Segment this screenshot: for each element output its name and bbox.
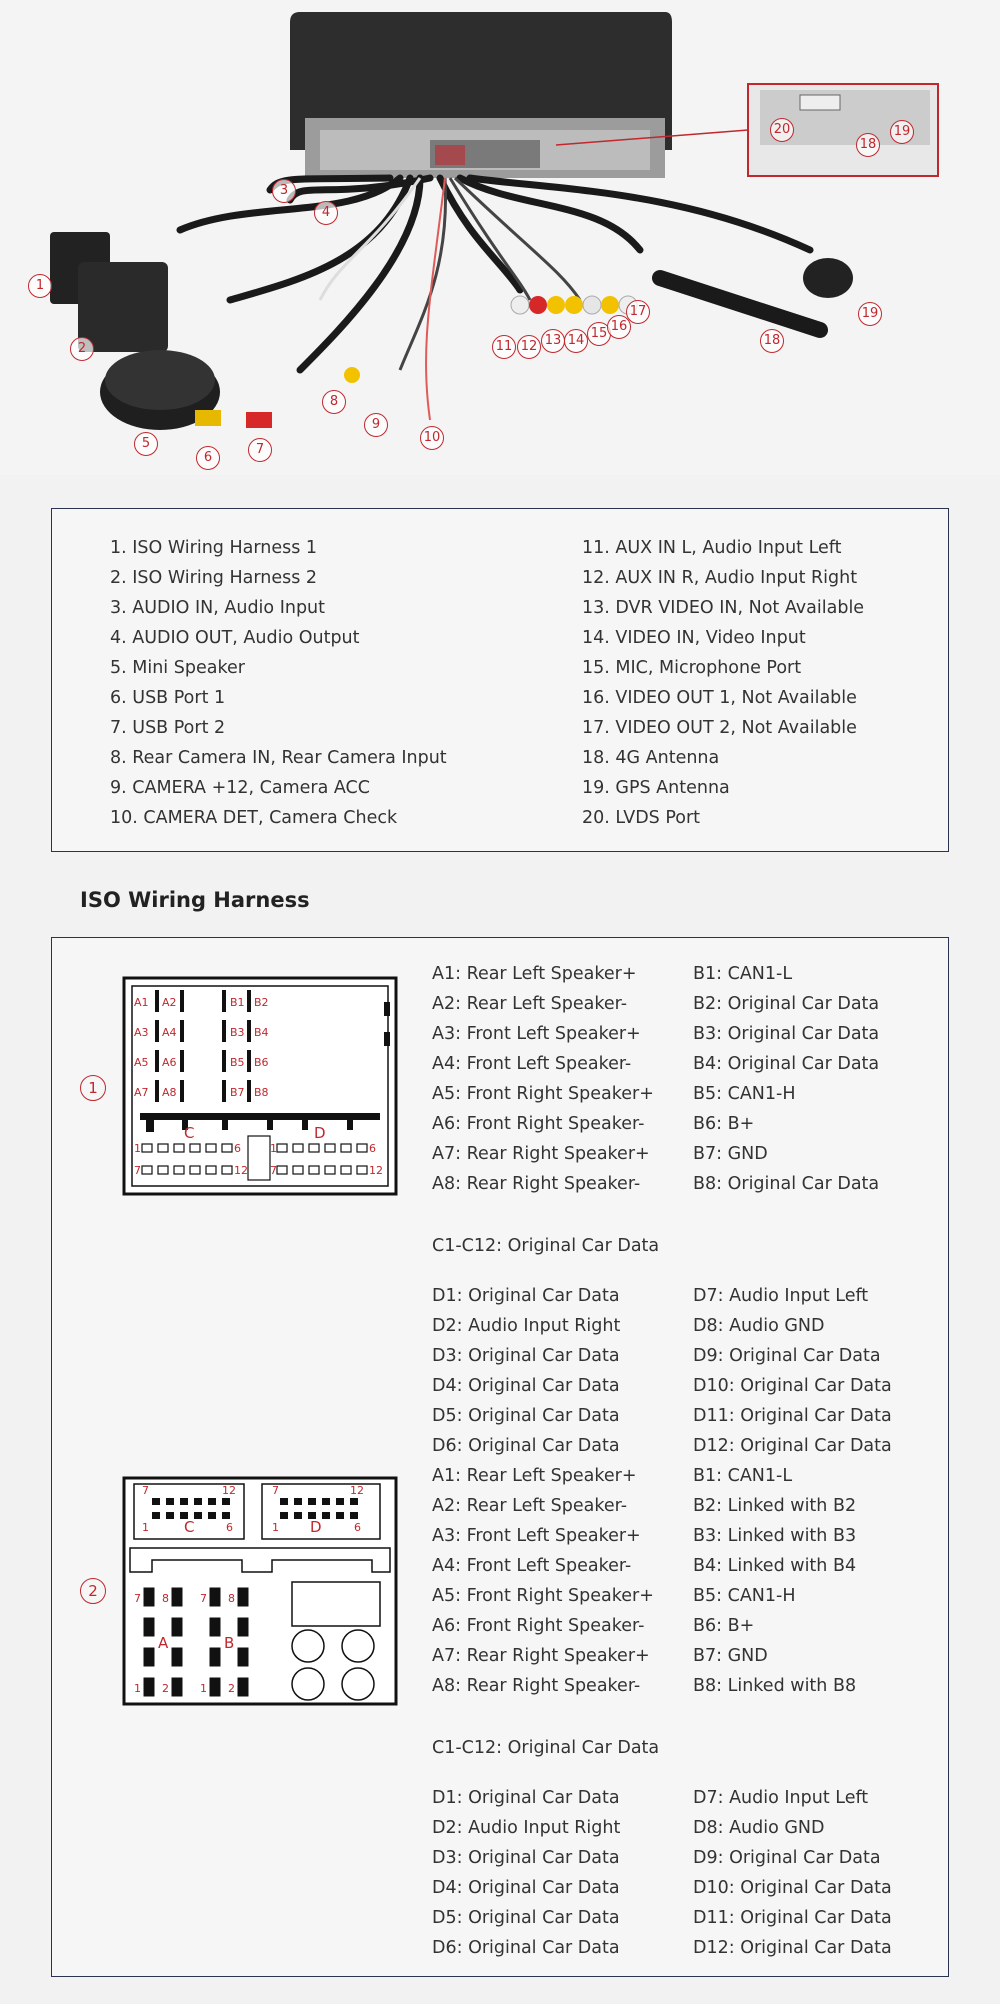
pin-row: D4: Original Car Data — [432, 1878, 620, 1898]
legend-item: 10. CAMERA DET, Camera Check — [110, 808, 398, 828]
svg-text:A6: A6 — [162, 1056, 177, 1069]
svg-text:6: 6 — [354, 1521, 361, 1534]
callout-10: 10 — [420, 426, 444, 450]
pin-row: A1: Rear Left Speaker+ — [432, 1466, 637, 1486]
pin-row: D5: Original Car Data — [432, 1908, 620, 1928]
harness-1-a-pins — [432, 959, 654, 1199]
svg-text:B2: B2 — [254, 996, 269, 1009]
legend-item: 7. USB Port 2 — [110, 718, 226, 738]
callout-20: 20 — [770, 118, 794, 142]
callout-19: 19 — [858, 302, 882, 326]
iso-harness-panel — [51, 937, 949, 1977]
svg-text:1: 1 — [142, 1521, 149, 1534]
pin-row: B1: CAN1-L — [693, 964, 793, 984]
callout-12: 12 — [517, 335, 541, 359]
pin-row: A4: Front Left Speaker- — [432, 1054, 632, 1074]
pin-row: B5: CAN1-H — [693, 1084, 796, 1104]
svg-text:1: 1 — [272, 1521, 279, 1534]
pin-row: A3: Front Left Speaker+ — [432, 1024, 641, 1044]
harness-1-diagram — [122, 976, 398, 1196]
svg-text:7: 7 — [270, 1164, 277, 1177]
pin-row: D12: Original Car Data — [693, 1938, 892, 1958]
callout-18-inset: 18 — [856, 133, 880, 157]
svg-text:B1: B1 — [230, 996, 245, 1009]
svg-text:A8: A8 — [162, 1086, 177, 1099]
svg-text:7: 7 — [134, 1164, 141, 1177]
harness-2-number: 2 — [80, 1578, 106, 1604]
legend-item: 8. Rear Camera IN, Rear Camera Input — [110, 748, 447, 768]
callout-17: 17 — [626, 300, 650, 324]
pin-row: D2: Audio Input Right — [432, 1316, 621, 1336]
pin-row: B4: Original Car Data — [693, 1054, 880, 1074]
callout-14: 14 — [564, 329, 588, 353]
svg-text:7: 7 — [134, 1592, 141, 1605]
svg-text:D: D — [310, 1518, 322, 1536]
pin-row: A5: Front Right Speaker+ — [432, 1586, 654, 1606]
product-illustration — [0, 0, 1000, 475]
svg-text:B8: B8 — [254, 1086, 269, 1099]
harness-2-d-left — [432, 1783, 620, 1963]
svg-text:C: C — [184, 1518, 195, 1536]
callout-11: 11 — [492, 335, 516, 359]
svg-text:A3: A3 — [134, 1026, 149, 1039]
legend-item: 4. AUDIO OUT, Audio Output — [110, 628, 360, 648]
harness-2-a-pins — [432, 1461, 654, 1701]
pin-row: A8: Rear Right Speaker- — [432, 1174, 641, 1194]
callout-1: 1 — [28, 274, 52, 298]
svg-text:A5: A5 — [134, 1056, 149, 1069]
svg-text:1: 1 — [134, 1142, 141, 1155]
svg-text:12: 12 — [234, 1164, 248, 1177]
pin-row: B7: GND — [693, 1646, 768, 1666]
callout-18: 18 — [760, 329, 784, 353]
pin-row: A2: Rear Left Speaker- — [432, 1496, 628, 1516]
pin-row: D7: Audio Input Left — [693, 1788, 869, 1808]
legend-item: 6. USB Port 1 — [110, 688, 226, 708]
pin-row: A7: Rear Right Speaker+ — [432, 1144, 650, 1164]
pin-row: B8: Original Car Data — [693, 1174, 880, 1194]
product-photo — [0, 0, 1000, 475]
svg-text:2: 2 — [162, 1682, 169, 1695]
svg-text:7: 7 — [200, 1592, 207, 1605]
pin-row: D10: Original Car Data — [693, 1376, 892, 1396]
callout-8: 8 — [322, 390, 346, 414]
harness-1-number: 1 — [80, 1075, 106, 1101]
svg-text:A1: A1 — [134, 996, 149, 1009]
pin-row: D5: Original Car Data — [432, 1406, 620, 1426]
svg-text:8: 8 — [228, 1592, 235, 1605]
pin-row: D2: Audio Input Right — [432, 1818, 621, 1838]
pin-row: B3: Linked with B3 — [693, 1526, 857, 1546]
pin-row: B8: Linked with B8 — [693, 1676, 857, 1696]
svg-text:1: 1 — [200, 1682, 207, 1695]
harness-1-d-left — [432, 1281, 620, 1461]
svg-text:B6: B6 — [254, 1056, 269, 1069]
legend-item: 20. LVDS Port — [582, 808, 701, 828]
pin-row: A8: Rear Right Speaker- — [432, 1676, 641, 1696]
pin-row: B2: Original Car Data — [693, 994, 880, 1014]
pin-row: D6: Original Car Data — [432, 1938, 620, 1958]
pin-row: D1: Original Car Data — [432, 1788, 620, 1808]
harness-2-d-right — [693, 1783, 892, 1963]
pin-row: A5: Front Right Speaker+ — [432, 1084, 654, 1104]
svg-text:A4: A4 — [162, 1026, 177, 1039]
legend-item: 19. GPS Antenna — [582, 778, 730, 798]
pin-row: A6: Front Right Speaker- — [432, 1616, 645, 1636]
legend-item: 1. ISO Wiring Harness 1 — [110, 538, 318, 558]
pin-row: D12: Original Car Data — [693, 1436, 892, 1456]
pin-row: D9: Original Car Data — [693, 1848, 881, 1868]
svg-text:2: 2 — [228, 1682, 235, 1695]
svg-text:12: 12 — [369, 1164, 383, 1177]
harness-2-diagram — [122, 1476, 398, 1706]
callout-19-inset: 19 — [890, 120, 914, 144]
svg-text:A7: A7 — [134, 1086, 149, 1099]
callout-7: 7 — [248, 438, 272, 462]
pin-row: B3: Original Car Data — [693, 1024, 880, 1044]
pin-row: B1: CAN1-L — [693, 1466, 793, 1486]
pin-row: D8: Audio GND — [693, 1818, 825, 1838]
svg-text:1: 1 — [134, 1682, 141, 1695]
svg-text:7: 7 — [272, 1484, 279, 1497]
svg-text:A2: A2 — [162, 996, 177, 1009]
callout-15: 15 — [587, 322, 611, 346]
svg-text:12: 12 — [350, 1484, 364, 1497]
pin-row: D3: Original Car Data — [432, 1848, 620, 1868]
harness-1-d-right — [693, 1281, 892, 1461]
svg-text:6: 6 — [234, 1142, 241, 1155]
svg-text:D: D — [314, 1124, 326, 1142]
component-legend — [51, 508, 949, 852]
harness-1-b-pins — [693, 959, 879, 1199]
callout-5: 5 — [134, 432, 158, 456]
svg-text:8: 8 — [162, 1592, 169, 1605]
legend-item: 15. MIC, Microphone Port — [582, 658, 802, 678]
harness-2-b-pins — [693, 1461, 856, 1701]
legend-item: 14. VIDEO IN, Video Input — [582, 628, 806, 648]
legend-item: 18. 4G Antenna — [582, 748, 720, 768]
svg-text:B4: B4 — [254, 1026, 269, 1039]
svg-text:6: 6 — [226, 1521, 233, 1534]
pin-row: D7: Audio Input Left — [693, 1286, 869, 1306]
harness-2-c-line: C1-C12: Original Car Data — [432, 1738, 660, 1758]
legend-item: 13. DVR VIDEO IN, Not Available — [582, 598, 865, 618]
pin-row: D4: Original Car Data — [432, 1376, 620, 1396]
callout-16: 16 — [607, 315, 631, 339]
svg-text:B7: B7 — [230, 1086, 245, 1099]
pin-row: B5: CAN1-H — [693, 1586, 796, 1606]
legend-item: 5. Mini Speaker — [110, 658, 245, 678]
legend-left-column — [110, 533, 447, 833]
pin-row: B6: B+ — [693, 1616, 755, 1636]
callout-6: 6 — [196, 446, 220, 470]
svg-text:1: 1 — [270, 1142, 277, 1155]
callout-4: 4 — [314, 201, 338, 225]
pin-row: A7: Rear Right Speaker+ — [432, 1646, 650, 1666]
pin-row: B7: GND — [693, 1144, 768, 1164]
callout-2: 2 — [70, 337, 94, 361]
legend-item: 9. CAMERA +12, Camera ACC — [110, 778, 370, 798]
pin-row: D6: Original Car Data — [432, 1436, 620, 1456]
section-title: ISO Wiring Harness — [80, 888, 310, 912]
svg-text:6: 6 — [369, 1142, 376, 1155]
pin-row: A1: Rear Left Speaker+ — [432, 964, 637, 984]
svg-text:B3: B3 — [230, 1026, 245, 1039]
pin-row: B6: B+ — [693, 1114, 755, 1134]
pin-row: D9: Original Car Data — [693, 1346, 881, 1366]
legend-item: 16. VIDEO OUT 1, Not Available — [582, 688, 857, 708]
pin-row: A4: Front Left Speaker- — [432, 1556, 632, 1576]
harness-1-c-line: C1-C12: Original Car Data — [432, 1236, 660, 1256]
legend-item: 3. AUDIO IN, Audio Input — [110, 598, 326, 618]
pin-row: D10: Original Car Data — [693, 1878, 892, 1898]
callout-9: 9 — [364, 413, 388, 437]
pin-row: D1: Original Car Data — [432, 1286, 620, 1306]
legend-item: 2. ISO Wiring Harness 2 — [110, 568, 318, 588]
pin-row: A2: Rear Left Speaker- — [432, 994, 628, 1014]
legend-item: 17. VIDEO OUT 2, Not Available — [582, 718, 857, 738]
svg-text:12: 12 — [222, 1484, 236, 1497]
pin-row: D3: Original Car Data — [432, 1346, 620, 1366]
callout-3: 3 — [272, 179, 296, 203]
legend-item: 12. AUX IN R, Audio Input Right — [582, 568, 858, 588]
svg-text:B: B — [224, 1634, 235, 1652]
pin-row: D11: Original Car Data — [693, 1908, 892, 1928]
pin-row: A3: Front Left Speaker+ — [432, 1526, 641, 1546]
pin-row: B2: Linked with B2 — [693, 1496, 857, 1516]
legend-right-column — [582, 533, 864, 833]
svg-text:C: C — [184, 1124, 195, 1142]
pin-row: B4: Linked with B4 — [693, 1556, 857, 1576]
pin-row: A6: Front Right Speaker- — [432, 1114, 645, 1134]
svg-text:B5: B5 — [230, 1056, 245, 1069]
svg-text:7: 7 — [142, 1484, 149, 1497]
legend-item: 11. AUX IN L, Audio Input Left — [582, 538, 842, 558]
pin-row: D11: Original Car Data — [693, 1406, 892, 1426]
svg-text:A: A — [158, 1634, 169, 1652]
pin-row: D8: Audio GND — [693, 1316, 825, 1336]
callout-13: 13 — [541, 329, 565, 353]
